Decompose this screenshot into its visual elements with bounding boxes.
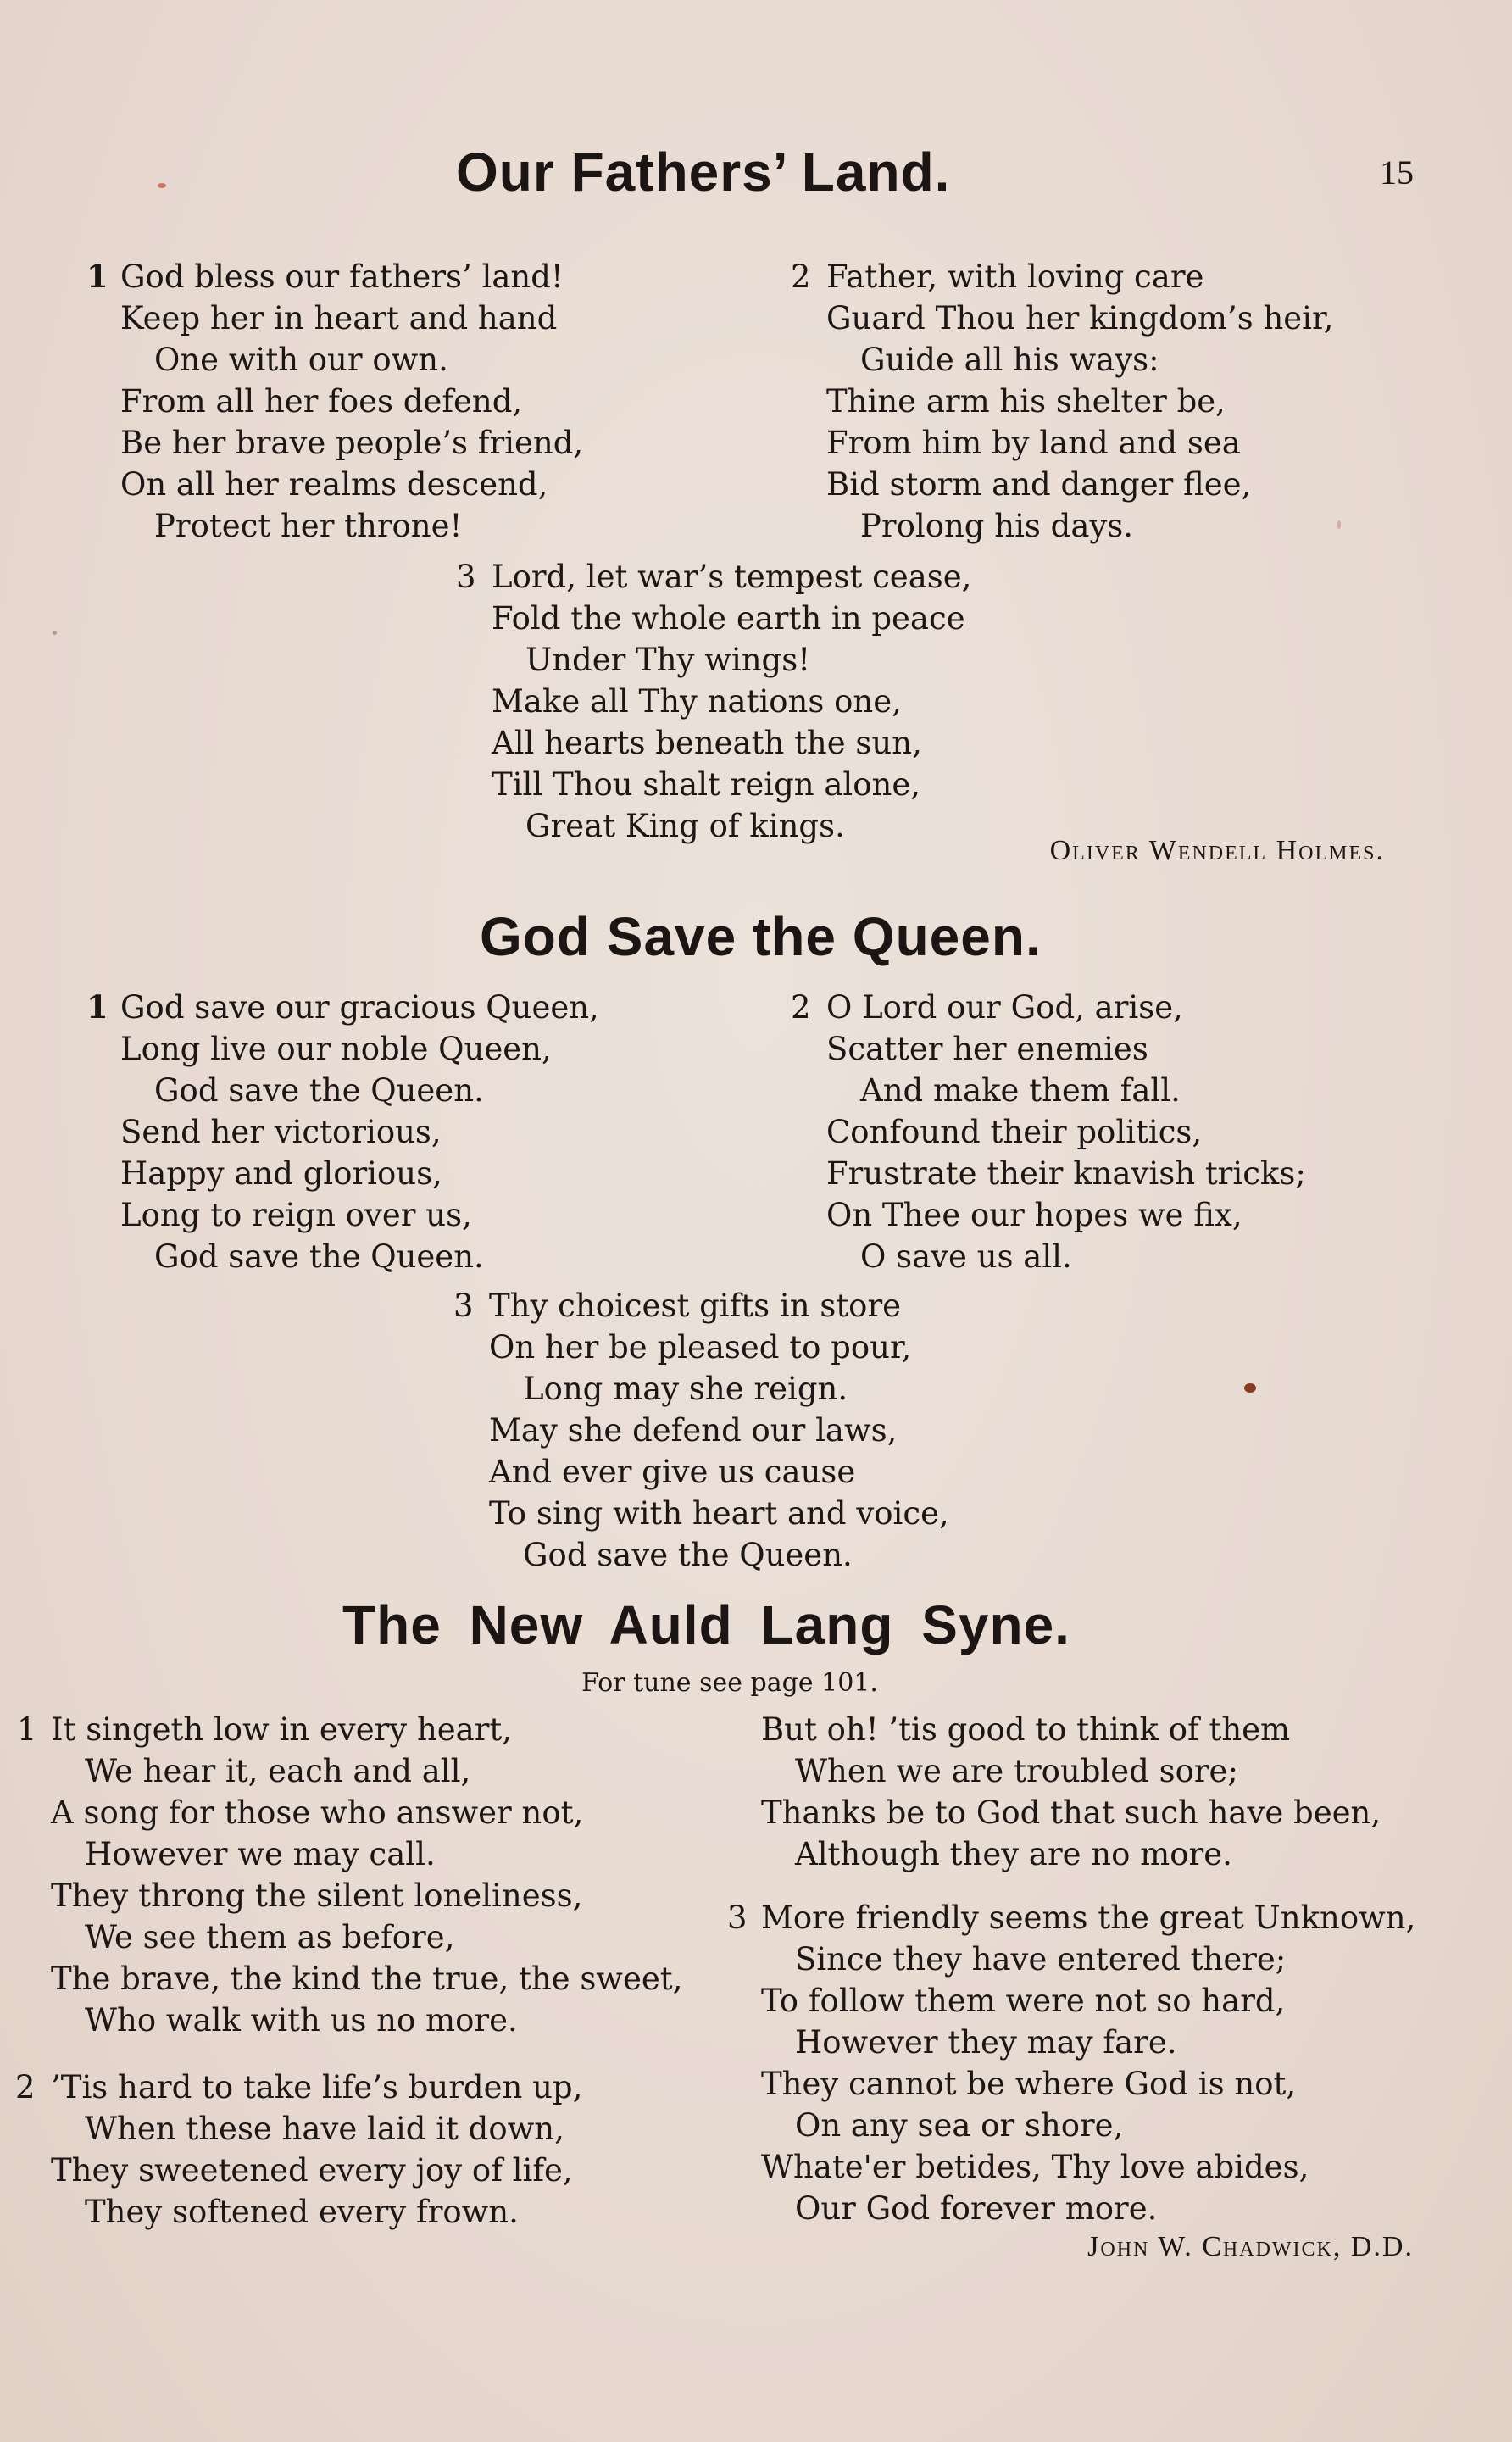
verse-line: To sing with heart and voice, [489, 1495, 949, 1532]
verse-line: We hear it, each and all, [85, 1753, 471, 1789]
verse-line: Frustrate their knavish tricks; [826, 1155, 1306, 1192]
paper-speck [53, 631, 57, 635]
verse-number: 3 [456, 559, 476, 595]
verse-line: ’Tis hard to take life’s burden up, [51, 2069, 583, 2105]
verse-line: Prolong his days. [860, 508, 1134, 544]
verse-line: Protect her throne! [154, 508, 463, 544]
verse-line: God save the Queen. [154, 1072, 484, 1109]
hymn-title-god-save-the-queen: God Save the Queen. [480, 906, 1042, 967]
verse-line: To follow them were not so hard, [761, 1983, 1286, 2019]
paper-speck [1244, 1383, 1256, 1393]
hymn-title-our-fathers-land: Our Fathers’ Land. [456, 142, 951, 203]
verse-line: They cannot be where God is not, [761, 2066, 1297, 2102]
verse-line: Guard Thou her kingdom’s heir, [826, 300, 1334, 337]
verse-line: And make them fall. [860, 1072, 1181, 1109]
verse-1 [86, 987, 599, 1277]
verse-line: But oh! ’tis good to think of them [761, 1711, 1291, 1748]
verse-line: On all her realms descend, [120, 466, 548, 503]
verse-line: On any sea or shore, [795, 2107, 1124, 2144]
verse-number: 1 [86, 258, 108, 295]
verse-line: Under Thy wings! [525, 642, 811, 678]
paper-speck [1337, 520, 1341, 529]
hymn-author: Oliver Wendell Holmes. [1049, 835, 1385, 866]
verse-line: O Lord our God, arise, [826, 989, 1183, 1026]
verse-line: May she defend our laws, [489, 1412, 898, 1449]
verse-3 [727, 1897, 1416, 2229]
verse-line: However they may fare. [795, 2024, 1177, 2061]
verse-line: They softened every frown. [85, 2194, 519, 2230]
verse-line: Keep her in heart and hand [120, 300, 558, 337]
verse-line: God save our gracious Queen, [120, 989, 599, 1026]
verse-line: All hearts beneath the sun, [492, 725, 922, 761]
verse-line: A song for those who answer not, [51, 1794, 584, 1831]
verse-line: However we may call. [85, 1836, 436, 1872]
verse-line: On Thee our hopes we fix, [826, 1197, 1242, 1233]
verse-line: Confound their politics, [826, 1114, 1203, 1150]
verse-number: 1 [17, 1711, 37, 1748]
verse-line: God bless our fathers’ land! [120, 259, 564, 295]
verse-line: Till Thou shalt reign alone, [492, 766, 921, 803]
verse-line: They sweetened every joy of life, [51, 2152, 573, 2189]
verse-line: Lord, let war’s tempest cease, [492, 559, 972, 595]
verse-number: 2 [791, 259, 811, 295]
verse-line: Make all Thy nations one, [492, 683, 902, 720]
verse-line: Long to reign over us, [120, 1197, 472, 1233]
verse-line: One with our own. [154, 342, 448, 378]
verse-line: Thanks be to God that such have been, [761, 1794, 1381, 1831]
verse-line: O save us all. [860, 1238, 1072, 1275]
verse-line: Long may she reign. [523, 1371, 848, 1407]
verse-number: 3 [453, 1288, 474, 1324]
verse-line: Thy choicest gifts in store [489, 1288, 902, 1324]
verse-line: Whate'er betides, Thy love abides, [761, 2149, 1309, 2185]
verse-line: Our God forever more. [795, 2190, 1158, 2227]
paper-speck [158, 183, 166, 188]
verse-line: God save the Queen. [523, 1537, 853, 1573]
verse-line: The brave, the kind the true, the sweet, [51, 1961, 683, 1997]
verse-number: 2 [791, 989, 811, 1026]
verse-line: Who walk with us no more. [85, 2002, 518, 2039]
verse-line: Guide all his ways: [860, 342, 1159, 378]
verse-3 [453, 1285, 949, 1576]
verse-line: Be her brave people’s friend, [120, 425, 584, 461]
verse-line: And ever give us cause [489, 1454, 856, 1490]
verse-2 [791, 256, 1334, 547]
verse-line: Send her victorious, [120, 1114, 442, 1150]
hymn-title-new-auld-lang-syne: The New Auld Lang Syne. [342, 1594, 1070, 1655]
verse-line: When we are troubled sore; [795, 1753, 1238, 1789]
verse-line: Fold the whole earth in peace [492, 600, 965, 637]
hymn-author: John W. Chadwick, D.D. [1087, 2231, 1414, 2262]
tune-note: For tune see page 101. [581, 1668, 878, 1698]
verse-line: Long live our noble Queen, [120, 1031, 552, 1067]
verse-line: Scatter her enemies [826, 1031, 1148, 1067]
verse-2 [15, 2067, 583, 2233]
verse-line: More friendly seems the great Unknown, [761, 1900, 1416, 1936]
verse-1 [86, 256, 584, 547]
verse-line: On her be pleased to pour, [489, 1329, 912, 1366]
verse-number: 2 [15, 2069, 36, 2105]
verse-number: 3 [727, 1900, 748, 1936]
verse-line: It singeth low in every heart, [51, 1711, 513, 1748]
verse-line: Since they have entered there; [795, 1941, 1287, 1978]
verse-line: We see them as before, [85, 1919, 455, 1955]
verse-line: From all her foes defend, [120, 383, 523, 420]
verse-line: They throng the silent loneliness, [51, 1877, 583, 1914]
verse-line: Happy and glorious, [120, 1155, 442, 1192]
verse-number: 1 [86, 988, 108, 1026]
verse-line: Father, with loving care [826, 259, 1204, 295]
verse-line: Great King of kings. [525, 808, 845, 844]
page-number: 15 [1380, 153, 1414, 192]
verse-line: Bid storm and danger flee, [826, 466, 1252, 503]
verse-line: Thine arm his shelter be, [826, 383, 1226, 420]
verse-1 [17, 1709, 683, 2041]
verse-line: God save the Queen. [154, 1238, 484, 1275]
verse-2 [791, 987, 1306, 1277]
verse-line: Although they are no more. [795, 1836, 1232, 1872]
verse-3 [456, 556, 972, 847]
verse-2-continued [761, 1709, 1381, 1875]
verse-line: From him by land and sea [826, 425, 1241, 461]
verse-line: When these have laid it down, [85, 2111, 564, 2147]
